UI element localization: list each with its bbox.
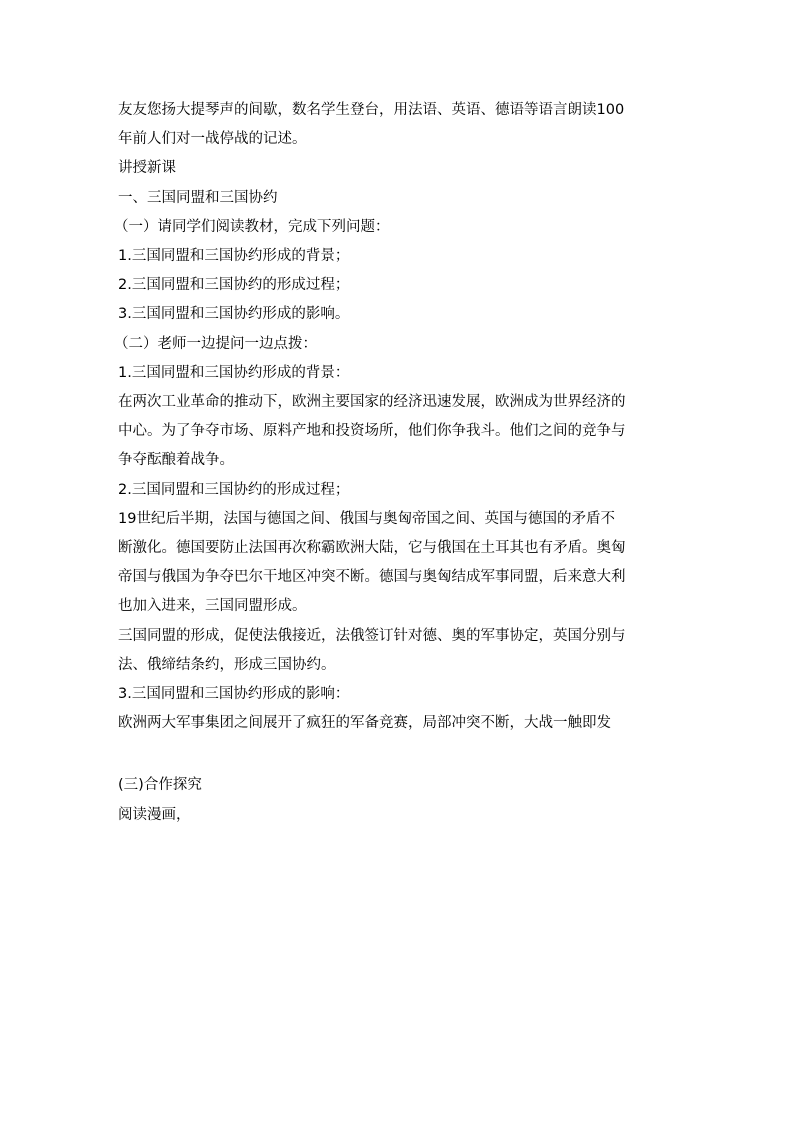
list-item: 1.三国同盟和三国协约形成的背景； — [118, 248, 350, 265]
list-item: 3.三国同盟和三国协约形成的影响： — [118, 686, 350, 703]
text-line: 友友您扬大提琴声的间歇，数名学生登台，用法语、英语、德语等语言朗读100 — [118, 102, 625, 118]
subsection-heading: （一）请同学们阅读教材，完成下列问题： — [114, 218, 390, 235]
list-item: 2.三国同盟和三国协约的形成过程； — [118, 277, 350, 294]
text-line: 三国同盟的形成，促使法俄接近，法俄签订针对德、奥的军事协定，英国分别与 — [118, 627, 626, 644]
text-line: 断激化。德国要防止法国再次称霸欧洲大陆，它与俄国在土耳其也有矛盾。奥匈 — [118, 540, 626, 557]
text-line: 在两次工业革命的推动下，欧洲主要国家的经济迅速发展，欧洲成为世界经济的 — [118, 394, 626, 411]
text-line: 帝国与俄国为争夺巴尔干地区冲突不断。德国与奥匈结成军事同盟，后来意大利 — [118, 569, 626, 586]
list-item: 3.三国同盟和三国协约形成的影响。 — [118, 306, 350, 323]
blank-spacer — [118, 738, 678, 771]
list-item: 2.三国同盟和三国协约的形成过程； — [118, 481, 350, 498]
document-body — [114, 96, 678, 830]
text-line: 年前人们对一战停战的记述。 — [118, 131, 307, 148]
text-line: 欧洲两大军事集团之间展开了疯狂的军备竞赛，局部冲突不断，大战一触即发 — [118, 715, 611, 732]
text-line: 阅读漫画， — [118, 806, 191, 823]
section-heading: 一、三国同盟和三国协约 — [118, 189, 278, 206]
subsection-heading: （二）老师一边提问一边点拨： — [114, 335, 317, 352]
subsection-heading: (三)合作探究 — [118, 777, 202, 794]
text-line: 也加入进来，三国同盟形成。 — [118, 598, 307, 615]
section-heading: 讲授新课 — [118, 160, 176, 177]
text-line: 法、俄缔结条约，形成三国协约。 — [118, 656, 336, 673]
text-line: 19世纪后半期，法国与德国之间、俄国与奥匈帝国之间、英国与德国的矛盾不 — [118, 510, 615, 527]
text-line: 中心。为了争夺市场、原料产地和投资场所，他们你争我斗。他们之间的竞争与 — [118, 423, 626, 440]
list-item: 1.三国同盟和三国协约形成的背景： — [118, 364, 350, 381]
text-line: 争夺酝酿着战争。 — [118, 452, 234, 469]
